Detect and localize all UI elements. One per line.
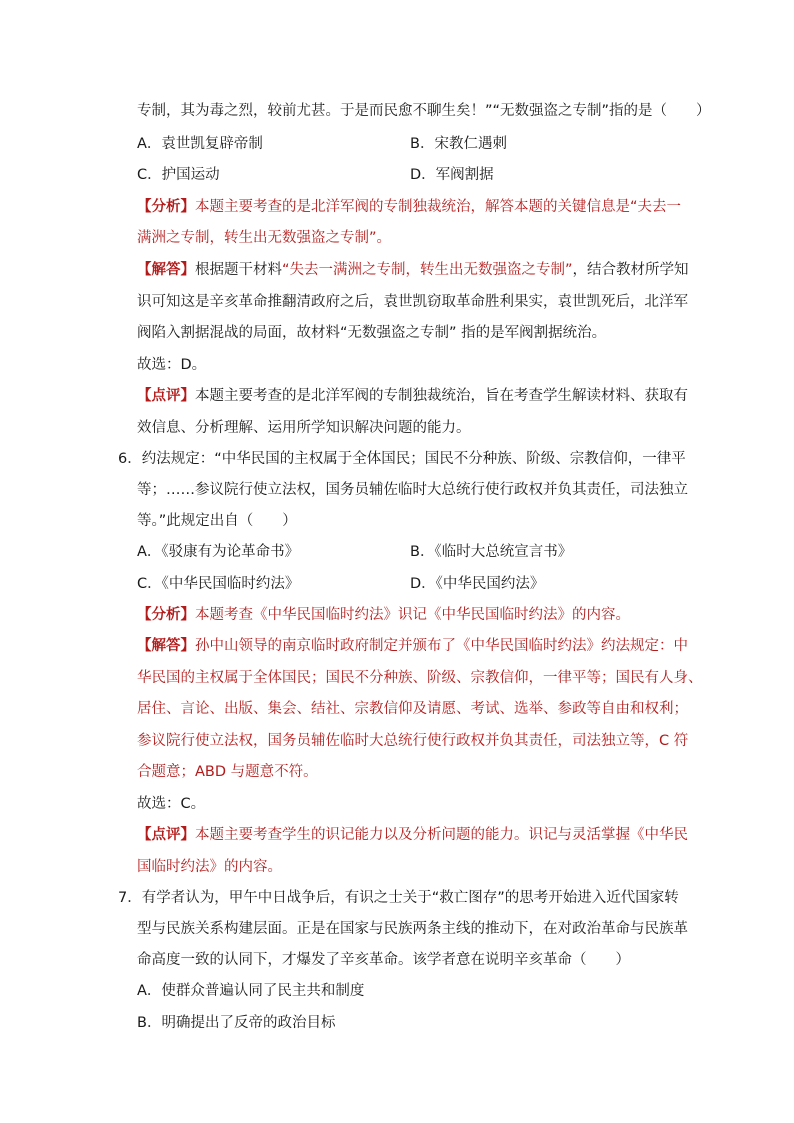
solution-tag: 【解答】 (137, 262, 195, 278)
q7-stem-line3: 命高度一致的认同下，才爆发了辛亥革命。该学者意在说明辛亥革命（ ） (137, 952, 630, 968)
q5-option-a: A．袁世凯复辟帝制 (137, 136, 263, 152)
solution-text-cont: ，结合教材所学知 (572, 262, 689, 278)
solution-quote: “失去一满洲之专制，转生出无数强盗之专制” (282, 262, 573, 278)
q6-stem-line1: 6．约法规定：“中华民国的主权属于全体国民；国民不分种族、阶级、宗教信仰，一律平 (118, 451, 686, 467)
analysis-text: 本题考查《中华民国临时约法》识记《中华民国临时约法》的内容。 (195, 607, 630, 623)
q5-option-b: B．宋教仁遇刺 (410, 136, 507, 152)
q5-analysis-cont: 满洲之专制，转生出无数强盗之专制”。 (137, 230, 392, 246)
q7-stem-line1: 7．有学者认为，甲午中日战争后，有识之士关于“救亡图存”的思考开始进入近代国家转 (118, 890, 679, 906)
q7-option-b: B．明确提出了反帝的政治目标 (137, 1015, 336, 1031)
comment-tag: 【点评】 (137, 827, 195, 843)
q5-answer: 故选：D。 (137, 357, 207, 373)
q5-option-d: D．军阀割据 (410, 167, 494, 183)
comment-text: 本题主要考查的是北洋军阀的专制独裁统治，旨在考查学生解读材料、获取有 (195, 388, 688, 404)
q6-solution-line4: 参议院行使立法权，国务员辅佐临时大总统行使行政权并负其责任，司法独立等，C 符 (137, 733, 689, 749)
q6-stem-line3: 等。”此规定出自（ ） (137, 513, 297, 529)
q6-option-d: D．《中华民国约法》 (410, 576, 545, 592)
comment-text: 本题主要考查学生的识记能力以及分析问题的能力。识记与灵活掌握《中华民 (195, 827, 688, 843)
solution-text: 根据题干材料 (195, 262, 282, 278)
analysis-tag: 【分析】 (137, 199, 195, 215)
q6-option-a: A．《驳康有为论革命书》 (137, 544, 300, 560)
q6-option-c: C．《中华民国临时约法》 (137, 576, 300, 592)
q5-comment-cont: 效信息、分析理解、运用所学知识解决问题的能力。 (137, 420, 471, 436)
q6-comment-cont: 国临时约法》的内容。 (137, 859, 282, 875)
q6-solution-line2: 华民国的主权属于全体国民；国民不分种族、阶级、宗教信仰，一律平等；国民有人身、 (137, 670, 703, 686)
q7-option-a: A．使群众普遍认同了民主共和制度 (137, 983, 365, 999)
q5-solution-line3: 阀陷入割据混战的局面，故材料“无数强盗之专制” 指的是军阀割据统治。 (137, 325, 607, 341)
q5-analysis (137, 197, 681, 217)
analysis-text: 本题主要考查的是北洋军阀的专制独裁统治，解答本题的关键信息是“夫去一 (195, 199, 682, 215)
q6-analysis (137, 605, 630, 625)
q6-answer: 故选：C。 (137, 796, 206, 812)
q5-stem-tail: 专制，其为毒之烈，较前尤甚。于是而民愈不聊生矣！”“无数强盗之专制”指的是（ ） (137, 103, 711, 119)
q6-stem-line2: 等；……参议院行使立法权，国务员辅佐临时大总统行使行政权并负其责任，司法独立 (137, 482, 688, 498)
comment-tag: 【点评】 (137, 388, 195, 404)
q5-comment (137, 386, 688, 406)
q5-option-c: C．护国运动 (137, 167, 220, 183)
q6-option-b: B．《临时大总统宣言书》 (410, 544, 573, 560)
q5-solution (137, 260, 689, 280)
q6-solution-line5: 合题意；ABD 与题意不符。 (137, 764, 318, 780)
q6-comment (137, 825, 688, 845)
analysis-tag: 【分析】 (137, 607, 195, 623)
solution-tag: 【解答】 (137, 638, 195, 654)
q6-solution-line3: 居住、言论、出版、集会、结社、宗教信仰及请愿、考试、选举、参政等自由和权利； (137, 701, 688, 717)
q7-stem-line2: 型与民族关系构建层面。正是在国家与民族两条主线的推动下，在对政治革命与民族革 (137, 921, 688, 937)
q5-solution-line2: 识可知这是辛亥革命推翻清政府之后，袁世凯窃取革命胜利果实，袁世凯死后，北洋军 (137, 294, 688, 310)
solution-text: 孙中山领导的南京临时政府制定并颁布了《中华民国临时约法》约法规定：中 (195, 638, 688, 654)
q6-solution (137, 636, 688, 656)
